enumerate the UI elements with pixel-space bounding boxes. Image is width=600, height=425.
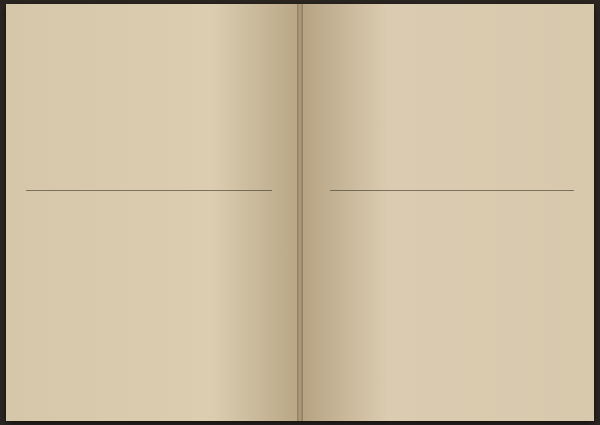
right-annotation-block <box>330 32 574 191</box>
left-annotation-column <box>109 32 188 190</box>
right-main-text-column <box>330 200 448 391</box>
left-annotation-column <box>26 32 105 190</box>
left-main-text-column <box>153 200 272 391</box>
right-annotation-column <box>330 32 409 190</box>
left-main-text-block <box>26 200 272 391</box>
left-page <box>6 4 300 421</box>
right-main-text-column <box>456 200 574 391</box>
right-annotation-column <box>495 32 574 190</box>
right-page <box>300 4 594 421</box>
right-annotation-column <box>413 32 492 190</box>
left-annotation-column <box>193 32 272 190</box>
book-spread <box>6 4 594 421</box>
left-main-text-column <box>26 200 145 391</box>
binding-gutter <box>297 4 303 421</box>
right-main-text-block <box>330 200 574 391</box>
left-annotation-block <box>26 32 272 191</box>
